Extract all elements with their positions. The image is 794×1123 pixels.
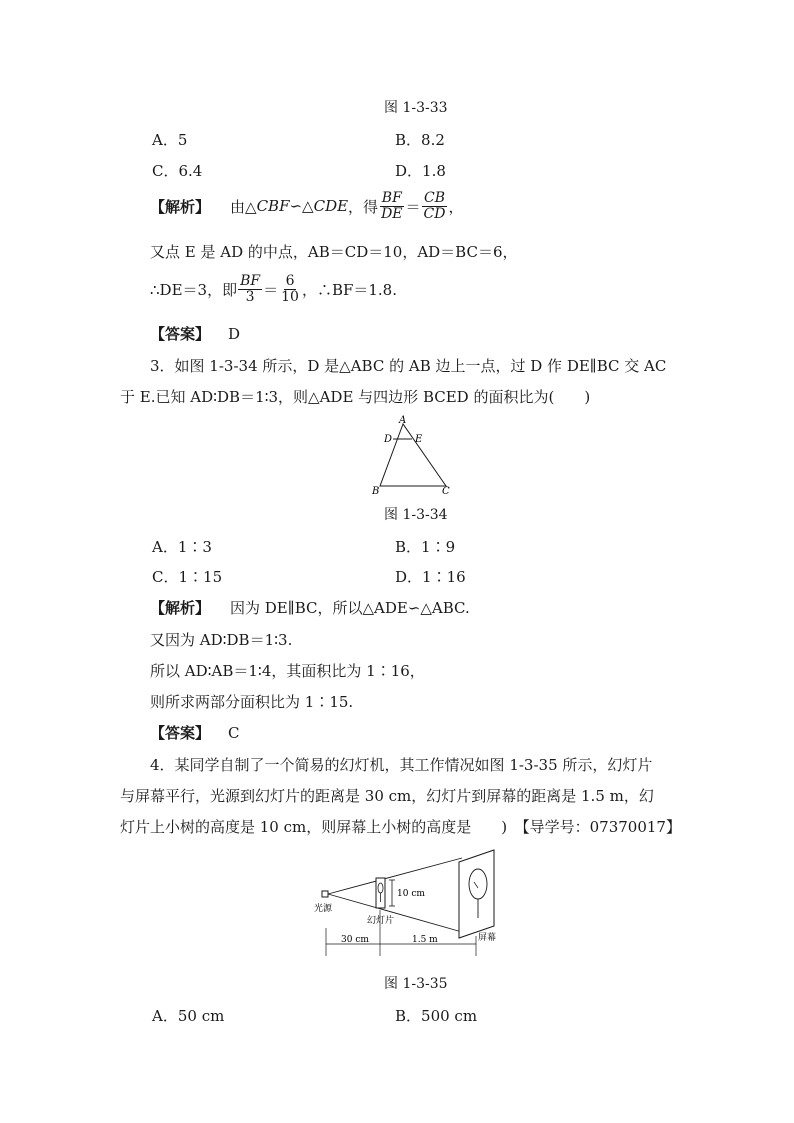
option-c: C．1∶15 (152, 568, 223, 586)
answer-line (150, 722, 240, 743)
label-light-source: 光源 (314, 904, 333, 914)
q3-stem-line-2: 于 E.已知 AD∶DB＝1∶3，则△ADE 与四边形 BCED 的面积比为( ) (120, 388, 591, 406)
label-e: E (415, 434, 423, 445)
fraction-cb-cd: $\frac{CB}{CD}$ (423, 190, 446, 222)
analysis-line-2: 又因为 AD∶DB＝1∶3. (150, 631, 293, 649)
label-slide: 幻灯片 (367, 916, 395, 926)
fraction-6-10: $\frac{6}{10}$ (281, 273, 299, 305)
light-source-box (322, 891, 328, 897)
option-b: B．8.2 (395, 131, 445, 149)
option-b: B．500 cm (395, 1007, 478, 1025)
analysis-tag: 【解析】 (150, 599, 211, 617)
analysis-line-1: 【解析】 由△ CBF ∽△ CDE ，得 $\frac{BF}{DE}$ ＝ $\frac{CB}{CD}$ ， (150, 190, 464, 222)
option-b: B．1∶9 (395, 538, 456, 556)
answer-tag: 【答案】 (150, 724, 211, 742)
fraction-bf-3: $\frac{BF}{3}$ (240, 273, 261, 305)
label-d: D (384, 434, 393, 445)
label-10cm: 10 cm (397, 889, 425, 899)
label-b: B (372, 486, 380, 497)
option-d: D．1.8 (395, 162, 446, 180)
q4-stem-line-1: 4．某同学自制了一个简易的幻灯机，其工作情况如图 1-3-35 所示，幻灯片 (150, 756, 653, 774)
analysis-line-2: 又点 E 是 AD 的中点，AB＝CD＝10，AD＝BC＝6， (150, 243, 518, 261)
label-screen: 屏幕 (478, 933, 497, 943)
option-d: D．1∶16 (395, 568, 466, 586)
option-a: A．5 (152, 131, 188, 149)
analysis-line-3: ∴DE＝3，即 $\frac{BF}{3}$ ＝ $\frac{6}{10}$ ，∴BF＝1.8. (150, 273, 397, 305)
triangle-figure (368, 414, 458, 498)
projector-figure (312, 848, 504, 960)
q3-stem-line-1: 3．如图 1-3-34 所示，D 是△ABC 的 AB 边上一点，过 D 作 DE∥BC 交 AC (150, 357, 667, 375)
option-a: A．1∶3 (152, 538, 212, 556)
label-30cm: 30 cm (341, 935, 369, 945)
figure-caption-1-3-33: 图 1-3-33 (384, 100, 448, 116)
analysis-line-3: 所以 AD∶AB＝1∶4，其面积比为 1∶16， (150, 662, 425, 680)
label-1-5m: 1.5 m (412, 935, 438, 945)
option-c: C．6.4 (152, 162, 203, 180)
label-c: C (442, 486, 450, 497)
answer-value: D (228, 325, 241, 343)
fraction-bf-de: $\frac{BF}{DE}$ (381, 190, 403, 222)
analysis-line-4: 则所求两部分面积比为 1∶15. (150, 693, 354, 711)
q4-stem-line-3: 灯片上小树的高度是 10 cm，则屏幕上小树的高度是 ) 【导学号：07370017】 (120, 818, 681, 836)
light-ray-bottom (328, 894, 462, 932)
label-a: A (399, 415, 407, 426)
answer-tag: 【答案】 (150, 325, 211, 343)
screen (459, 850, 494, 938)
analysis-tag: 【解析】 (150, 197, 211, 216)
answer-value: C (228, 724, 240, 742)
answer-line (150, 323, 240, 344)
analysis-line-1: 【解析】 因为 DE∥BC，所以△ADE∽△ABC. (150, 599, 470, 617)
figure-caption-1-3-35: 图 1-3-35 (384, 976, 448, 992)
light-ray-top (328, 858, 462, 894)
figure-caption-1-3-34: 图 1-3-34 (384, 507, 448, 523)
option-a: A．50 cm (152, 1007, 225, 1025)
q4-stem-line-2: 与屏幕平行，光源到幻灯片的距离是 30 cm，幻灯片到屏幕的距离是 1.5 m，幻 (120, 787, 654, 805)
